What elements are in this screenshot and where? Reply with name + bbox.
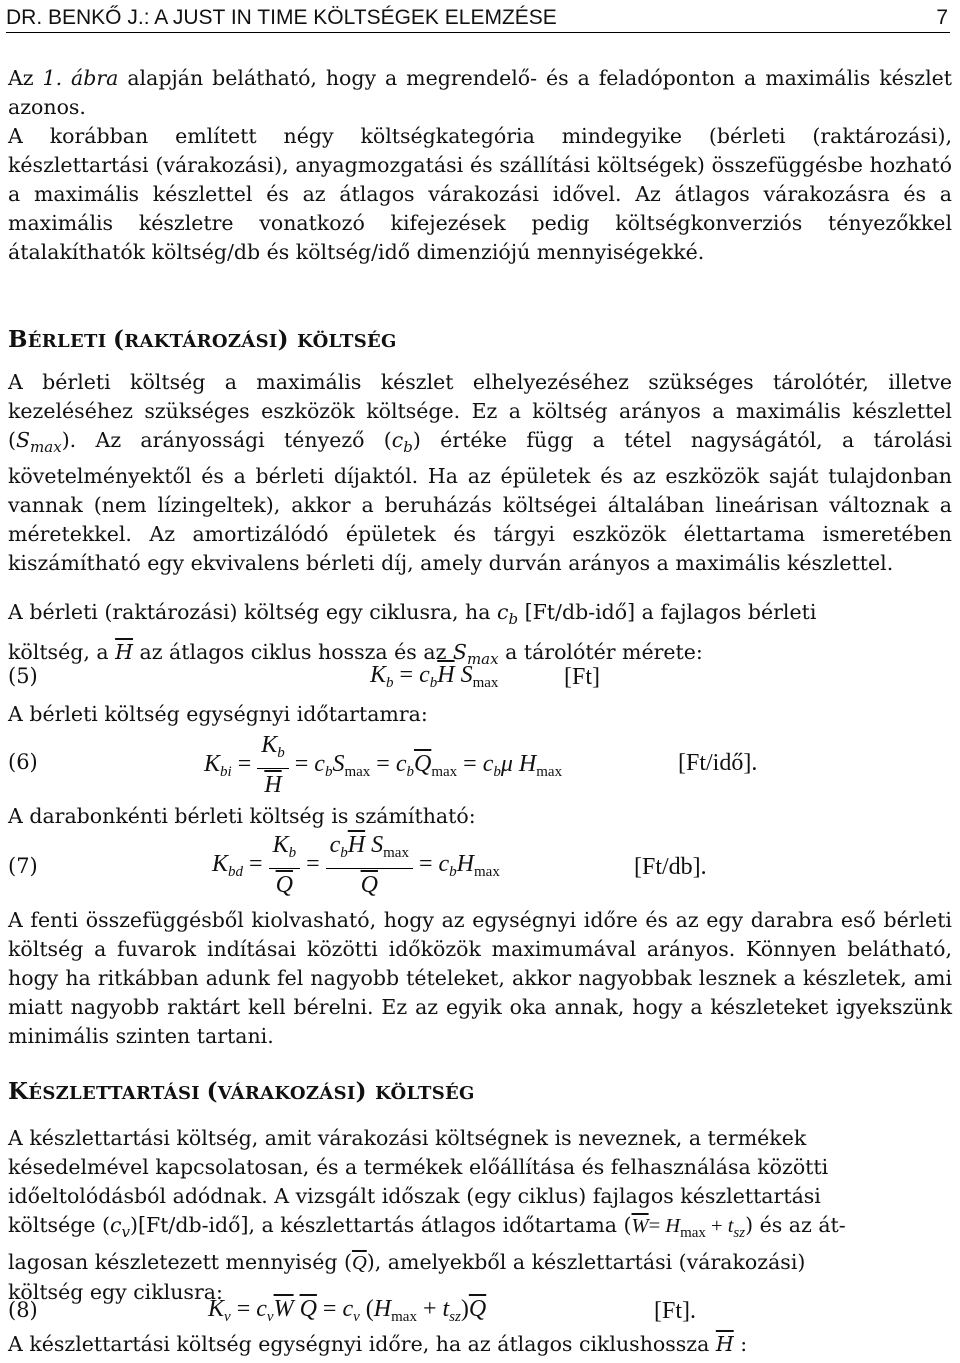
equation-label: (8): [8, 1298, 38, 1322]
paragraph-conclusion: A fenti összefüggésből kiolvasható, hogy az egységnyi időre és az egy darabra eső bérleti költség a fuvarok indításai közötti időközök maximumával arányos. Könnyen belátható, hogy ha ritkábban adunk fel nagyobb tételeket, akkor nagyobbak lesznek a készletek, ami miatt nagyobb raktárt kell bérelni. Ez az egyik oka annak, hogy a készleteket igyekszünk minimális szinten tartani.: [8, 908, 952, 1048]
section-heading-rental-cost: BÉRLETI (RAKTÁROZÁSI) KÖLTSÉG: [8, 326, 397, 353]
figure-reference[interactable]: 1. ábra: [42, 66, 119, 90]
equation-8: (8) $K_v = c_v\overline{W}$ $\overline{Q} = c_v$ $(H_{max} + t_{sz})\overline{Q}$ [Ft].: [8, 1296, 696, 1325]
section-heading-holding-cost: KÉSZLETTARTÁSI (VÁRAKOZÁSI) KÖLTSÉG: [8, 1078, 475, 1105]
page-header: [6, 6, 950, 33]
paragraph-rental-definition: A bérleti költség a maximális készlet elhelyezéséhez szükséges tárolótér, illetve kezeléséhez szükséges eszközök költsége. Ez a költség arányos a maximális készlettel $(S_{max})$. Az arányossági tényező $(c_b)$ értéke függ a tétel nagyságától, a tárolási követelményektől és a bérleti díjaktól. Ha az épületek és az eszközök saját tulajdonban vannak (nem lízingeltek), akkor a beruházás költségei általában lineárisan változnak a méretekkel. Az amortizálódó épületek és tárgyi eszközök élettartama ismeretében kiszámítható egy ekvivalens bérleti díj, amely durván arányos a maximális készlettel.: [8, 370, 952, 575]
text-last-line: A készlettartási költség egységnyi időre, ha az átlagos ciklushossza $\overline{H}$ :: [8, 1332, 748, 1356]
paragraph-intro: Az 1. ábra alapján belátható, hogy a megrendelő- és a feladóponton a maximális készlet azonos.: [8, 66, 952, 119]
equation-unit: [Ft].: [654, 1298, 696, 1324]
equation-label: (6): [8, 750, 38, 774]
equation-7: (7) $K_{bd}$ = $\frac{K_b}{Q}$ = $\frac{c_b\overline{H} S_{max}}{Q}$ = $c_bH_{max}$ [Ft/db].: [8, 832, 707, 898]
equation-unit: [Ft]: [564, 664, 600, 690]
equation-label: (7): [8, 854, 38, 878]
header-title: DR. BENKŐ J.: A JUST IN TIME KÖLTSÉGEK ELEMZÉSE: [6, 6, 557, 29]
equation-6: (6) $K_{bi}$ = $\frac{K_b}{H}$ = $c_bS_{max} = c_b\overline{Q}_{max} = c_b\mu$ $H_{max}$ [Ft/idő].: [8, 732, 758, 798]
equation-label: (5): [8, 664, 38, 688]
equation-unit: [Ft/idő].: [678, 750, 758, 776]
paragraph-rental-cycle: A bérleti (raktározási) költség egy ciklusra, ha $c_b$ [Ft/db-idő] a fajlagos bérleti költség, a $\overline{H}$ az átlagos ciklus hossza és az $S_{max}$ a tárolótér mérete:: [8, 600, 817, 668]
paragraph-categories: A korábban említett négy költségkategória mindegyike (bérleti (raktározási), készlettartási (várakozási), anyagmozgatási és szállítási költségek) összefüggésbe hozható a maximális készlettel és az átlagos várakozási idővel. Az átlagos várakozásra és a maximális készletre vonatkozó kifejezések pedig költségkonverziós tényezőkkel átalakíthatók költség/db és költség/idő dimenziójú mennyiségekké.: [8, 124, 952, 264]
equation-unit: [Ft/db].: [634, 854, 707, 880]
text-per-piece: A darabonkénti bérleti költség is számítható:: [8, 804, 476, 828]
page-number: 7: [936, 6, 948, 29]
text-unit-time: A bérleti költség egységnyi időtartamra:: [8, 702, 428, 726]
paragraph-holding-definition: A készlettartási költség, amit várakozási költségnek is neveznek, a termékek késedelmével kapcsolatosan, és a termékek előállítása és felhasználása közötti időeltolódásból adódnak. A vizsgált időszak (egy ciklus) fajlagos készlettartási költsége $(c_v)[Ft/db-idő]$, a készlettartás átlagos időtartama $(\overline{W}= H_{max} + t_{sz})$ és az át- lagosan készletezett mennyiség $(\overline{Q})$, amelyekből a készlettartási (várakozási) költség egy ciklusra:: [8, 1126, 846, 1304]
equation-5: (5) $K_b = c_b\overline{H}$ $S_{max}$ [Ft]: [8, 662, 600, 691]
